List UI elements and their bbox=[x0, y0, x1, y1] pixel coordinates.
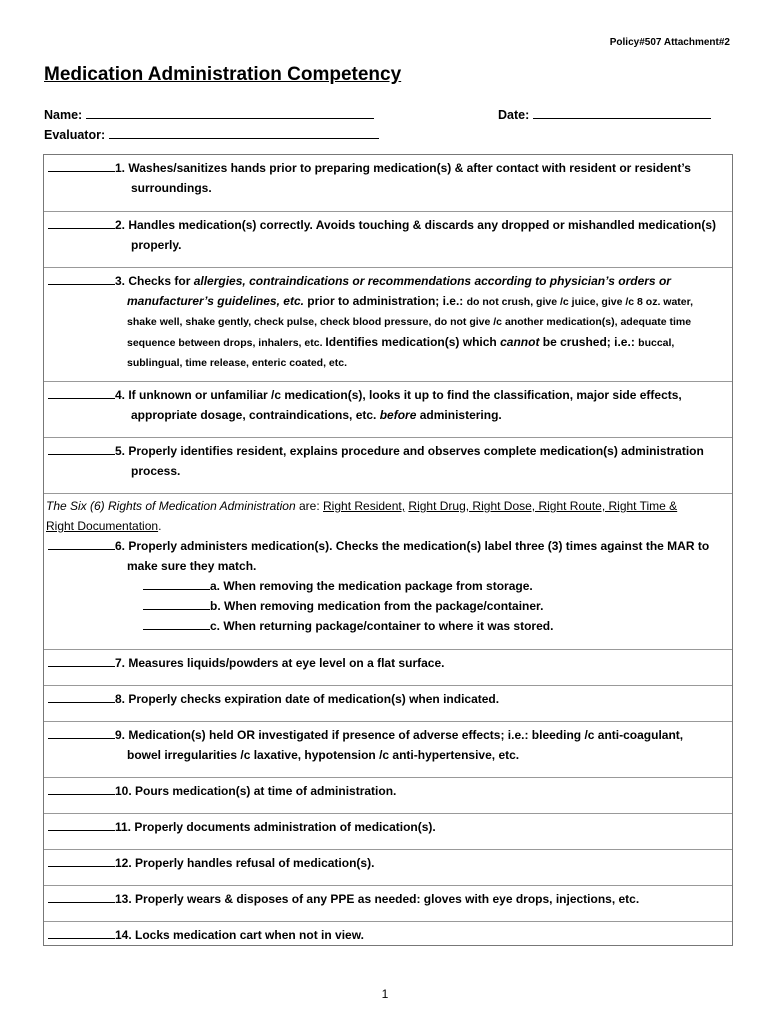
item-6-section bbox=[44, 493, 732, 649]
item-10-checkline[interactable] bbox=[48, 782, 115, 795]
six-rights-statement: The Six (6) Rights of Medication Administration are: Right Resident, Right Drug, Right Dose, Right Route, Right Time & Right Documentation. bbox=[46, 499, 678, 533]
item-7: 7. Measures liquids/powders at eye level on a flat surface. bbox=[48, 653, 726, 673]
item-9: 9. Medication(s) held OR investigated if presence of adverse effects; i.e.: bleeding /c anti-coagulant, bowel irregularities /c laxative, hypotension /c anti-hypertensive, etc. bbox=[48, 725, 726, 765]
page-number: 1 bbox=[381, 987, 389, 1001]
item-6c-checkline[interactable] bbox=[143, 617, 210, 630]
item-13: 13. Properly wears & disposes of any PPE as needed: gloves with eye drops, injections, etc. bbox=[48, 889, 726, 909]
item-11-checkline[interactable] bbox=[48, 818, 115, 831]
date-field[interactable] bbox=[498, 106, 711, 122]
item-9-section bbox=[44, 721, 732, 777]
date-label: Date: bbox=[498, 108, 530, 122]
name-label: Name: bbox=[44, 108, 83, 122]
item-8-section bbox=[44, 685, 732, 721]
name-line[interactable] bbox=[86, 106, 374, 119]
evaluator-label: Evaluator: bbox=[44, 128, 106, 142]
item-5: 5. Properly identifies resident, explains procedure and observes complete medication(s) administration process. bbox=[48, 441, 726, 481]
policy-reference: Policy#507 Attachment#2 bbox=[609, 37, 730, 48]
item-14-checkline[interactable] bbox=[48, 926, 115, 939]
item-2-section bbox=[44, 211, 732, 267]
item-9-checkline[interactable] bbox=[48, 726, 115, 739]
name-field[interactable] bbox=[44, 106, 374, 122]
competency-checklist bbox=[43, 154, 733, 946]
item-6-checkline[interactable] bbox=[48, 537, 115, 550]
item-14: 14. Locks medication cart when not in view. bbox=[48, 925, 726, 945]
item-1-section bbox=[44, 155, 732, 210]
item-13-section bbox=[44, 885, 732, 921]
item-12-section bbox=[44, 849, 732, 885]
item-1: 1. Washes/sanitizes hands prior to preparing medication(s) & after contact with resident or resident’s surroundings. bbox=[48, 158, 726, 198]
item-13-checkline[interactable] bbox=[48, 890, 115, 903]
item-6a-checkline[interactable] bbox=[143, 577, 210, 590]
item-1-checkline[interactable] bbox=[48, 159, 115, 172]
item-6b-checkline[interactable] bbox=[143, 597, 210, 610]
item-2: 2. Handles medication(s) correctly. Avoids touching & discards any dropped or mishandled medication(s) properly. bbox=[48, 215, 726, 255]
item-5-checkline[interactable] bbox=[48, 442, 115, 455]
item-3-checkline[interactable] bbox=[48, 272, 115, 285]
item-4-checkline[interactable] bbox=[48, 386, 115, 399]
item-10-section bbox=[44, 777, 732, 813]
item-6: 6. Properly administers medication(s). Checks the medication(s) label three (3) times against the MAR to make sure they match. a. When removing the medication package from storage. b. When removing medication from the package/container. c. When returning package/container to where it was stored. bbox=[48, 536, 726, 636]
item-8-checkline[interactable] bbox=[48, 690, 115, 703]
item-7-checkline[interactable] bbox=[48, 654, 115, 667]
item-12: 12. Properly handles refusal of medication(s). bbox=[48, 853, 726, 873]
item-7-section bbox=[44, 649, 732, 685]
item-2-checkline[interactable] bbox=[48, 216, 115, 229]
item-10: 10. Pours medication(s) at time of administration. bbox=[48, 781, 726, 801]
item-14-section bbox=[44, 921, 732, 946]
item-8: 8. Properly checks expiration date of medication(s) when indicated. bbox=[48, 689, 726, 709]
item-4-section bbox=[44, 381, 732, 437]
item-3: 3. Checks for allergies, contraindications or recommendations according to physician’s orders or manufacturer’s guidelines, etc. prior to administration; i.e.: do not crush, give /c juice, give /c 8 oz. water, shake well, shake gently, check pulse, check blood pressure, do not give /c another medication(s), adequate time sequence between drops, inhalers, etc. Identifies medication(s) which cannot be crushed; i.e.: buccal, sublingual, time release, enteric coated, etc. bbox=[48, 271, 726, 373]
item-4: 4. If unknown or unfamiliar /c medication(s), looks it up to find the classification, major side effects, appropriate dosage, contraindications, etc. before administering. bbox=[48, 385, 726, 425]
item-11-section bbox=[44, 813, 732, 849]
date-line[interactable] bbox=[533, 106, 711, 119]
item-3-section bbox=[44, 267, 732, 381]
item-12-checkline[interactable] bbox=[48, 854, 115, 867]
evaluator-line[interactable] bbox=[109, 126, 379, 139]
evaluator-field[interactable] bbox=[44, 126, 379, 142]
page-title: Medication Administration Competency bbox=[44, 64, 402, 85]
item-11: 11. Properly documents administration of medication(s). bbox=[48, 817, 726, 837]
item-5-section bbox=[44, 437, 732, 493]
